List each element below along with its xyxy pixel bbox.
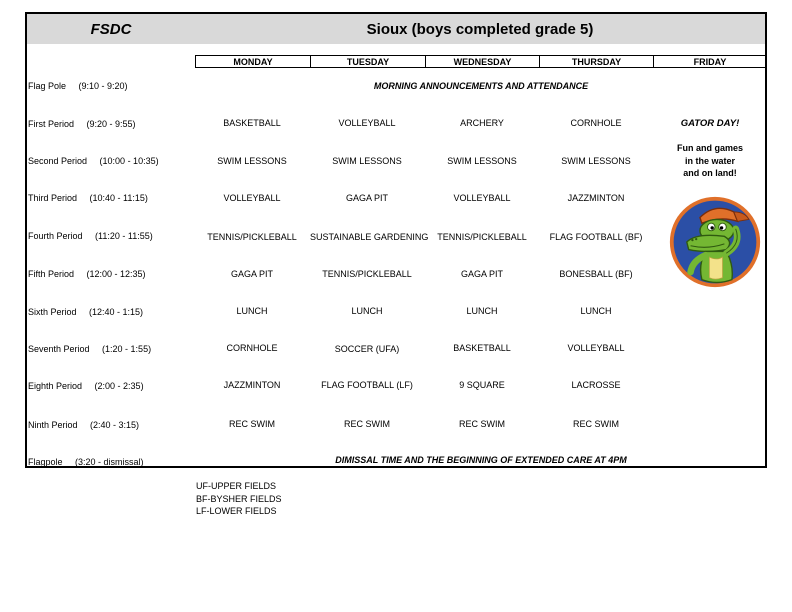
schedule-cell: BASKETBALL [453,343,511,353]
period-label-fourth: Fourth Period (11:20 - 11:55) [28,231,153,241]
period-label-seventh: Seventh Period (1:20 - 1:55) [28,344,152,354]
org-name: FSDC [27,14,195,44]
schedule-cell: GAGA PIT [460,269,503,279]
schedule-cell: LUNCH [351,306,383,316]
period-label-first: First Period (9:20 - 9:55) [28,119,136,129]
gator-day-desc-line: Fun and games [676,143,743,153]
schedule-cell: SWIM LESSONS [217,156,287,166]
schedule-cell: VOLLEYBALL [338,118,396,128]
schedule-cell: LACROSSE [571,380,621,390]
schedule-cell: SUSTAINABLE GARDENING [310,232,429,242]
schedule-cell: REC SWIM [344,419,390,429]
schedule-cell: VOLLEYBALL [567,343,625,353]
period-label-flag-pole: Flag Pole (9:10 - 9:20) [28,81,128,91]
schedule-cell: SWIM LESSONS [447,156,517,166]
schedule-title: Sioux (boys completed grade 5) [195,14,765,44]
schedule-cell: LUNCH [236,306,268,316]
schedule-cell: LUNCH [466,306,498,316]
schedule-cell: REC SWIM [573,419,619,429]
period-label-flagpole: Flagpole (3:20 - dismissal) [28,457,144,467]
schedule-cell: JAZZMINTON [567,193,625,203]
morning-announcements-note: MORNING ANNOUNCEMENTS AND ATTENDANCE [373,81,589,91]
gator-day-desc-line: in the water [684,155,735,166]
period-label-second: Second Period (10:00 - 10:35) [28,156,159,166]
day-header-row [195,55,767,68]
legend-item: UF-UPPER FIELDS [196,481,277,491]
schedule-cell: VOLLEYBALL [453,193,511,203]
day-wednesday: WEDNESDAY [426,56,540,67]
schedule-cell: VOLLEYBALL [223,193,281,203]
period-label-ninth: Ninth Period (2:40 - 3:15) [28,420,140,430]
schedule-cell: TENNIS/PICKLEBALL [322,269,412,279]
schedule-cell: JAZZMINTON [223,380,281,390]
schedule-cell: GAGA PIT [345,193,388,203]
schedule-cell: REC SWIM [229,419,275,429]
schedule-cell: LUNCH [580,306,612,316]
period-label-fifth: Fifth Period (12:00 - 12:35) [28,269,146,279]
schedule-cell: FLAG FOOTBALL (BF) [549,232,643,242]
gator-day-desc-line: and on land! [683,168,737,178]
legend-item: LF-LOWER FIELDS [196,506,277,516]
schedule-cell: BONESBALL (BF) [559,269,633,279]
period-label-third: Third Period (10:40 - 11:15) [28,193,148,203]
gator-day-title: GATOR DAY! [680,118,740,129]
schedule-cell: SWIM LESSONS [561,156,631,166]
schedule-cell: BASKETBALL [223,118,281,128]
day-friday: FRIDAY [693,56,727,67]
legend-item: BF-BYSHER FIELDS [196,493,282,504]
schedule-cell: FLAG FOOTBALL (LF) [321,380,413,390]
day-monday: MONDAY [196,56,311,67]
schedule-cell: GAGA PIT [230,269,273,279]
gator-mascot-icon [668,195,762,289]
day-tuesday: TUESDAY [311,56,426,67]
schedule-cell: TENNIS/PICKLEBALL [437,232,527,242]
day-thursday: THURSDAY [540,56,654,67]
dismissal-note: DIMISSAL TIME AND THE BEGINNING OF EXTENDED CARE AT 4PM [335,455,627,465]
period-label-sixth: Sixth Period (12:40 - 1:15) [28,307,144,317]
schedule-cell: REC SWIM [459,419,505,429]
schedule-cell: CORNHOLE [226,343,278,353]
field-legend [196,480,282,518]
period-label-eighth: Eighth Period (2:00 - 2:35) [28,381,144,391]
schedule-cell: CORNHOLE [570,118,622,128]
schedule-cell: SOCCER (UFA) [334,344,400,354]
gator-day-description [654,142,766,180]
schedule-cell: TENNIS/PICKLEBALL [207,232,297,242]
schedule-sheet [25,12,767,468]
schedule-cell: SWIM LESSONS [332,156,402,166]
schedule-cell: ARCHERY [460,118,504,128]
schedule-cell: 9 SQUARE [459,380,505,390]
